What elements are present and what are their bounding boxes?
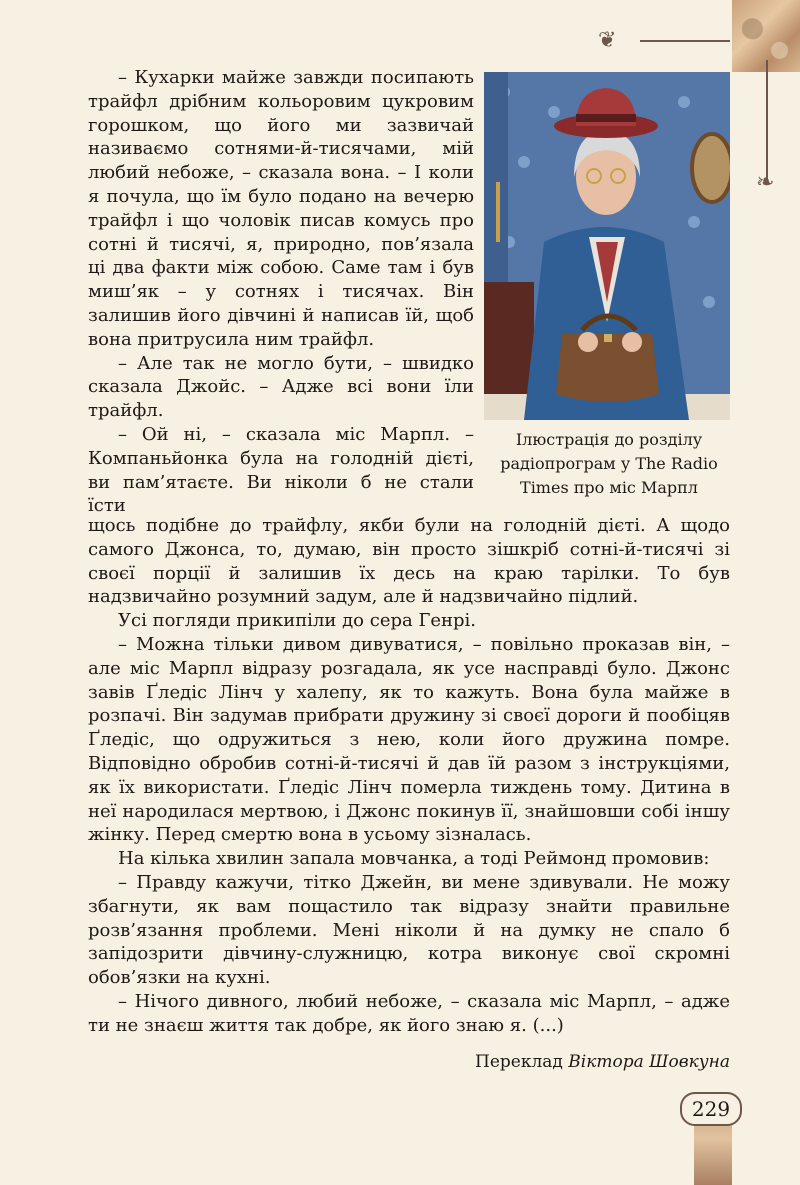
illustration-caption: Ілюстрація до розділу радіопрограм у The Radio Times про міс Марпл xyxy=(500,430,718,497)
paragraph: – Нічого дивного, любий небоже, – сказала міс Марпл, – адже ти не знаєш життя так добре, як його знаю я. (...) xyxy=(88,990,730,1036)
narrow-text-column xyxy=(88,66,474,518)
miss-marple-illustration xyxy=(484,72,730,420)
ornament-line xyxy=(640,40,730,42)
ornament-fleuron-icon: ❦ xyxy=(598,28,617,53)
page-number: 229 xyxy=(680,1092,742,1126)
ornament-drop-icon: ❧ xyxy=(756,170,775,195)
translator-name: Віктора Шовкуна xyxy=(568,1052,730,1072)
paragraph: – Можна тільки дивом дивуватися, – повільно проказав він, – але міс Марпл відразу розгадала, як усе насправді було. Джонс завів Ґледіс Лінч у халепу, як то кажуть. Вона була майже в розпачі. Він задумав прибрати дружину зі своєї дороги й пообіцяв Ґледіс, що одружиться з нею, коли його дружина помре. Відповідно обробив сотні-й-тисячі й дав їй разом з інструкціями, як їх використати. Ґледіс Лінч померла тиждень тому. Дитина в неї народилася мертвою, і Джонс покинув її, знайшовши собі іншу жінку. Перед смертю вона в усьому зізналась. xyxy=(88,633,730,846)
paragraph: – Кухарки майже завжди посипають трайфл дрібним кольоровим цукровим горошком, що його ми зазвичай називаємо сотнями-й-тисячами, мій любий небоже, – сказала вона. – І коли я почула, що їм було подано на вечерю трайфл і що чоловік писав комусь про сотні й тисячі, я, природно, пов’язала ці два факти між собою. Саме там і був миш’як – у сотнях і тисячах. Він залишив його дівчині й написав їй, щоб вона притрусила ним трайфл. xyxy=(88,67,474,350)
translation-credit xyxy=(380,1052,730,1072)
paragraph: На кілька хвилин запала мовчанка, а тоді Реймонд промовив: xyxy=(118,848,710,870)
paragraph: – Але так не могло бути, – швидко сказала Джойс. – Адже всі вони їли трайфл. xyxy=(88,352,474,422)
paragraph: – Ой ні, – сказала міс Марпл. – Компаньйонка була на голодній дієті, ви пам’ятаєте. Ви ніколи б не стали їсти xyxy=(88,423,474,517)
wide-text-column xyxy=(88,514,730,1038)
paragraph-continuation: щось подібне до трайфлу, якби були на голодній дієті. А щодо самого Джонса, то, думаю, він просто зішкріб сотні-й-тисячі зі своєї порції й залишив їх десь на краю тарілки. То був надзвичайно розумний задум, але й надзвичайно підлий. xyxy=(88,515,730,608)
ornament-vertical-line xyxy=(766,60,768,180)
paragraph: – Правду кажучи, тітко Джейн, ви мене здивували. Не можу збагнути, як вам пощастило так відразу знайти правильне розв’язання проблеми. Мені ніколи й на думку не спало б запідозрити дівчину-служницю, котра виконує свої скромні обов’язки на кухні. xyxy=(88,871,730,989)
credit-prefix: Переклад xyxy=(475,1052,569,1072)
paragraph: Усі погляди прикипіли до сера Генрі. xyxy=(118,610,477,632)
